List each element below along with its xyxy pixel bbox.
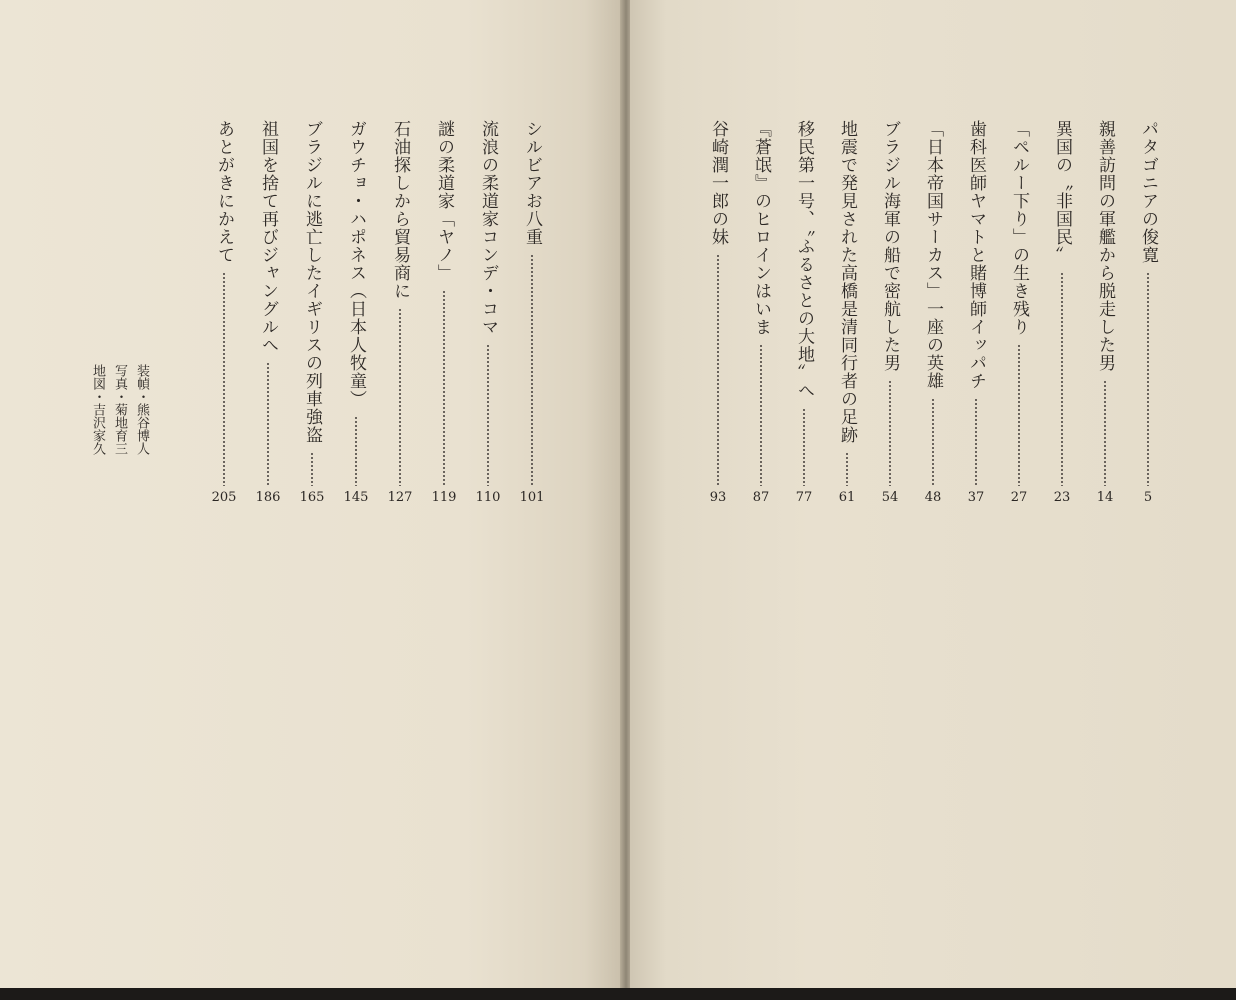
dot-leader: [1147, 272, 1149, 486]
toc-entry-page: 5: [1143, 490, 1153, 505]
dot-leader: [267, 362, 269, 486]
toc-entry-page: 48: [924, 490, 942, 505]
toc-entry: [1090, 120, 1120, 510]
toc-entry-page: 37: [967, 490, 985, 505]
toc-entry-title: 歯科医師ヤマトと賭博師イッパチ: [966, 120, 986, 390]
toc-entry-title: ブラジル海軍の船で密航した男: [880, 120, 900, 372]
credit-line: [131, 364, 151, 484]
dot-leader: [399, 308, 401, 486]
toc-entry-title: 移民第一号、〝ふるさとの大地〟へ: [794, 120, 814, 400]
toc-entry-page: 14: [1096, 490, 1114, 505]
toc-entry-title: 流浪の柔道家コンデ・コマ: [478, 120, 498, 336]
toc-entry: [918, 120, 948, 510]
toc-entry-title: あとがきにかえて: [214, 120, 234, 264]
toc-entry-page: 61: [838, 490, 856, 505]
toc-entry: [1133, 120, 1163, 510]
toc-entry-title: 「ペルー下り」の生き残り: [1009, 120, 1029, 336]
toc-entry: [429, 120, 459, 510]
toc-entry-page: 165: [299, 490, 325, 505]
toc-entry: [789, 120, 819, 510]
toc-entry: [341, 120, 371, 510]
right-page: [630, 0, 1236, 990]
toc-entry-page: 54: [881, 490, 899, 505]
toc-entry-title: 祖国を捨て再びジャングルへ: [258, 120, 278, 354]
dot-leader: [311, 452, 313, 486]
credit-line: [109, 364, 129, 484]
dot-leader: [975, 398, 977, 486]
dot-leader: [846, 452, 848, 486]
toc-entry-title: 「日本帝国サーカス」一座の英雄: [923, 120, 943, 390]
dot-leader: [355, 416, 357, 486]
toc-entry-title: 親善訪問の軍艦から脱走した男: [1095, 120, 1115, 372]
credit-line: [87, 364, 107, 484]
dot-leader: [487, 344, 489, 486]
dot-leader: [1104, 380, 1106, 486]
toc-entry: [875, 120, 905, 510]
toc-entry-title: パタゴニアの俊寛: [1138, 120, 1158, 264]
toc-entry: [832, 120, 862, 510]
toc-entry: [385, 120, 415, 510]
toc-entry: [517, 120, 547, 510]
toc-entry: [297, 120, 327, 510]
toc-entry: [1004, 120, 1034, 510]
credit-binding-design: 装幀・熊谷博人: [134, 364, 149, 455]
dot-leader: [223, 272, 225, 486]
dot-leader: [443, 290, 445, 486]
toc-entry-title: ガウチョ・ハポネス（日本人牧童）: [346, 120, 366, 408]
toc-entry-page: 186: [255, 490, 281, 505]
toc-entry-page: 93: [709, 490, 727, 505]
toc-entry-page: 127: [387, 490, 413, 505]
toc-entry-page: 23: [1053, 490, 1071, 505]
toc-entry-page: 77: [795, 490, 813, 505]
toc-entry: [209, 120, 239, 510]
toc-entry-title: シルビアお八重: [522, 120, 542, 246]
toc-entry: [746, 120, 776, 510]
toc-entry: [961, 120, 991, 510]
toc-entry-title: 石油探しから貿易商に: [390, 120, 410, 300]
toc-entry-page: 119: [431, 490, 457, 505]
dot-leader: [1018, 344, 1020, 486]
dot-leader: [932, 398, 934, 486]
toc-entry-title: 『蒼氓』のヒロインはいま: [751, 120, 771, 336]
toc-entry-page: 110: [475, 490, 501, 505]
dot-leader: [889, 380, 891, 486]
dot-leader: [760, 344, 762, 486]
toc-entry: [253, 120, 283, 510]
toc-entry-page: 87: [752, 490, 770, 505]
toc-entry: [1047, 120, 1077, 510]
dot-leader: [803, 408, 805, 487]
left-page: [0, 0, 622, 990]
toc-entry-title: 谷崎潤一郎の妹: [708, 120, 728, 246]
dot-leader: [1061, 272, 1063, 486]
credit-maps: 地図・吉沢家久: [90, 364, 105, 455]
toc-entry-title: ブラジルに逃亡したイギリスの列車強盗: [302, 120, 322, 444]
dot-leader: [531, 254, 533, 486]
toc-entry-page: 145: [343, 490, 369, 505]
toc-entry: [703, 120, 733, 510]
toc-entry-page: 27: [1010, 490, 1028, 505]
toc-entry-title: 地震で発見された高橋是清同行者の足跡: [837, 120, 857, 444]
desk-edge: [0, 988, 1236, 1000]
toc-entry: [473, 120, 503, 510]
toc-entry-title: 謎の柔道家「ヤノ」: [434, 120, 454, 282]
toc-entry-page: 205: [211, 490, 237, 505]
toc-entry-page: 101: [519, 490, 545, 505]
toc-entry-title: 異国の〝非国民〟: [1052, 120, 1072, 264]
dot-leader: [717, 254, 719, 486]
credit-photography: 写真・菊地育三: [112, 364, 127, 455]
